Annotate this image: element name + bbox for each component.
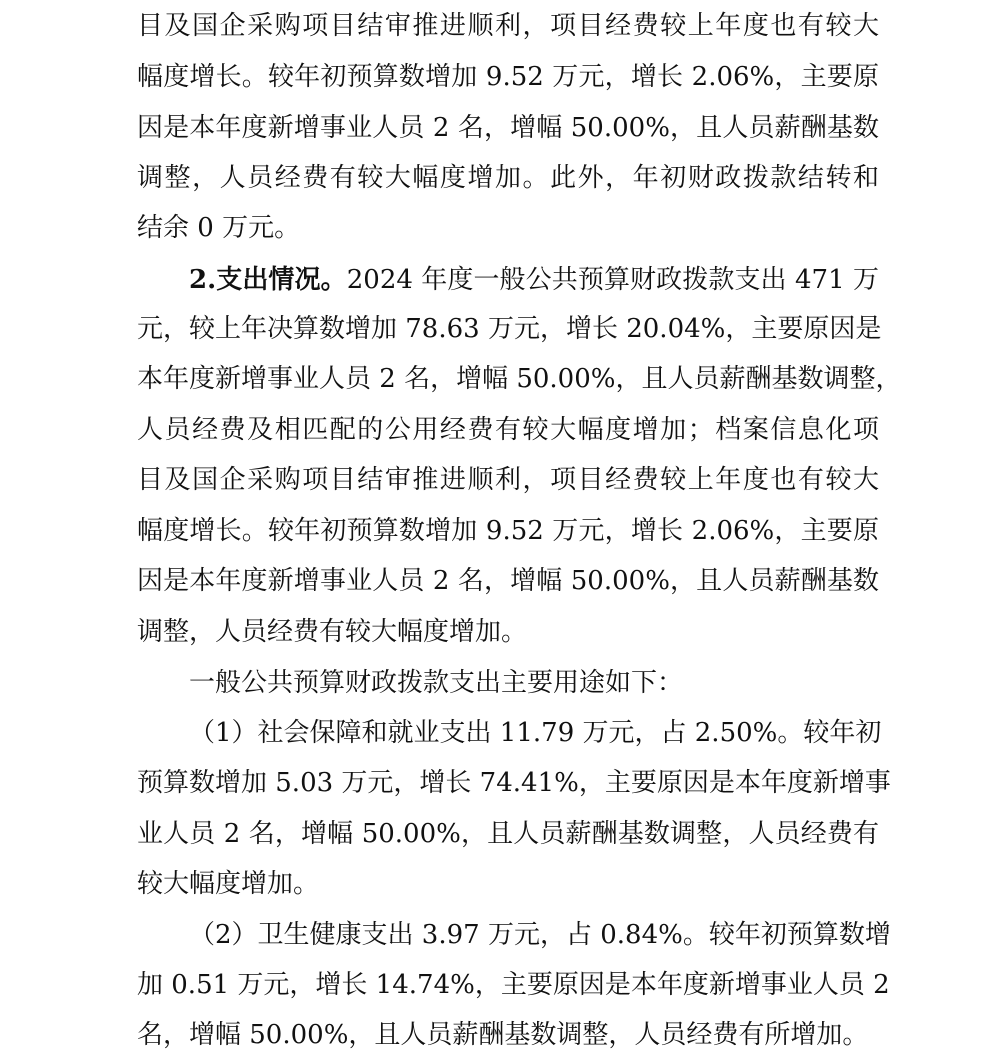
text-line: 因是本年度新增事业人员 2 名，增幅 50.00%，且人员薪酬基数	[137, 113, 879, 143]
text-line: 调整，人员经费有较大幅度增加。	[137, 617, 528, 647]
text-line: 人员经费及相匹配的公用经费有较大幅度增加；档案信息化项	[137, 415, 879, 445]
text-line: 元，较上年决算数增加 78.63 万元，增长 20.04%，主要原因是	[137, 314, 882, 344]
list-intro: 一般公共预算财政拨款支出主要用途如下：	[189, 668, 684, 698]
list-item-line: 业人员 2 名，增幅 50.00%，且人员薪酬基数调整，人员经费有	[137, 819, 879, 849]
text-line: 本年度新增事业人员 2 名，增幅 50.00%，且人员薪酬基数调整，	[137, 364, 902, 394]
section-heading-line	[189, 262, 879, 298]
list-item-line: 加 0.51 万元，增长 14.74%，主要原因是本年度新增事业人员 2	[137, 970, 890, 1000]
list-item-line: 名，增幅 50.00%，且人员薪酬基数调整，人员经费有所增加。	[137, 1020, 869, 1050]
text-line: 幅度增长。较年初预算数增加 9.52 万元，增长 2.06%，主要原	[137, 516, 879, 546]
list-item-line: （2）卫生健康支出 3.97 万元，占 0.84%。较年初预算数增	[189, 920, 891, 950]
section-heading: 2.支出情况。	[189, 265, 347, 295]
list-item-line: （1）社会保障和就业支出 11.79 万元，占 2.50%。较年初	[189, 718, 882, 748]
list-item-line: 预算数增加 5.03 万元，增长 74.41%，主要原因是本年度新增事	[137, 768, 891, 798]
section-heading-continuation: 2024 年度一般公共预算财政拨款支出 471 万	[346, 265, 879, 295]
text-line: 因是本年度新增事业人员 2 名，增幅 50.00%，且人员薪酬基数	[137, 566, 879, 596]
text-line: 目及国企采购项目结审推进顺利，项目经费较上年度也有较大	[137, 11, 879, 41]
list-item-line: 较大幅度增加。	[137, 869, 320, 899]
text-line: 目及国企采购项目结审推进顺利，项目经费较上年度也有较大	[137, 465, 879, 495]
text-line: 幅度增长。较年初预算数增加 9.52 万元，增长 2.06%，主要原	[137, 62, 879, 92]
text-line: 结余 0 万元。	[137, 213, 301, 243]
text-line: 调整，人员经费有较大幅度增加。此外，年初财政拨款结转和	[137, 163, 879, 193]
